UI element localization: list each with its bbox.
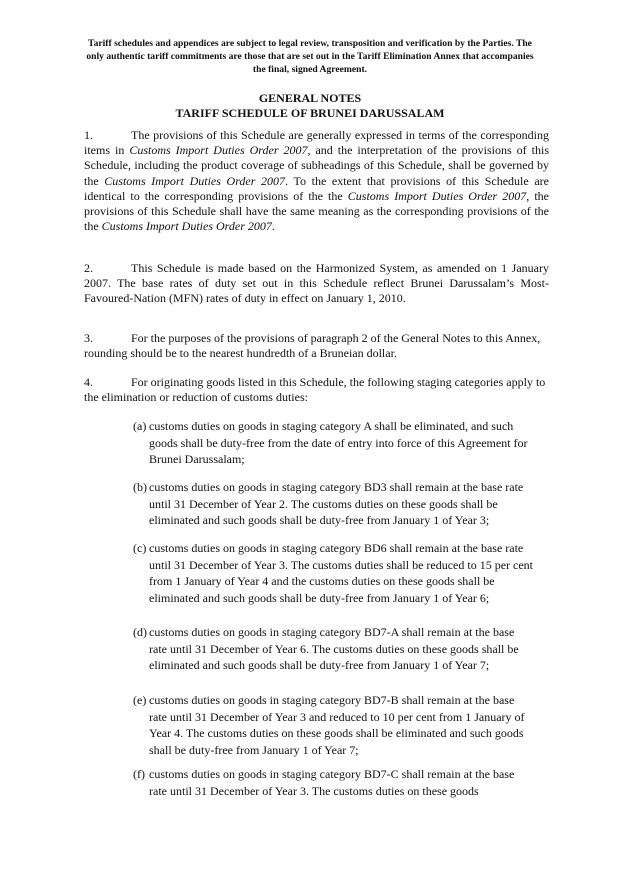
item-text: customs duties on goods in staging category BD7-C shall remain at the base rate until 31 December of Year 3. The customs duties on these goods bbox=[149, 767, 515, 798]
item-text: customs duties on goods in staging category BD7-B shall remain at the base rate until 31 December of Year 3 and reduced to 10 per cent from 1 January of Year 4. The customs duties on these goods shall be eliminated and such goods shall be duty-free from January 1 of Year 7; bbox=[149, 693, 525, 757]
paragraph-4 bbox=[84, 375, 549, 405]
item-text: customs duties on goods in staging category BD7-A shall remain at the base rate until 31 December of Year 6. The customs duties on these goods shall be eliminated and such goods shall be duty-free from January 1 of Year 7; bbox=[149, 625, 519, 673]
staging-item-e bbox=[133, 692, 533, 758]
item-label: (c) bbox=[133, 541, 147, 555]
item-label: (e) bbox=[133, 693, 147, 707]
item-label: (a) bbox=[133, 419, 147, 433]
paragraph-text: This Schedule is made based on the Harmonized System, as amended on 1 January 2007. The base rates of duty set out in this Schedule reflect Brunei Darussalam’s Most-Favoured-Nation (MFN) rates of duty in effect on January 1, 2010. bbox=[84, 261, 549, 306]
paragraph-text: The provisions of this Schedule are generally expressed in terms of the corresponding items in bbox=[84, 128, 549, 158]
title-tariff-schedule: TARIFF SCHEDULE OF BRUNEI DARUSSALAM bbox=[175, 106, 445, 120]
legal-disclaimer: Tariff schedules and appendices are subject to legal review, transposition and verification by the Parties. The only authentic tariff commitments are those that are set out in the Tariff Elimination Annex that accompanies the final, signed Agreement. bbox=[86, 38, 534, 75]
staging-item-d bbox=[133, 624, 533, 674]
paragraph-2 bbox=[84, 261, 549, 307]
order-reference: Customs Import Duties Order 2007 bbox=[101, 219, 272, 234]
paragraph-text: , and the interpretation of the provisions of this Schedule, including the product coverage of subheadings of this Schedule, shall be governed by the bbox=[84, 143, 549, 188]
paragraph-number: 4. bbox=[84, 375, 93, 389]
item-label: (d) bbox=[133, 625, 147, 639]
staging-item-f bbox=[133, 766, 533, 799]
item-label: (b) bbox=[133, 480, 147, 494]
item-text: customs duties on goods in staging category BD3 shall remain at the base rate until 31 December of Year 2. The customs duties on these goods shall be eliminated and such goods shall be duty-free from January 1 of Year 3; bbox=[149, 480, 524, 528]
paragraph-number: 2. bbox=[84, 261, 93, 275]
staging-item-b bbox=[133, 479, 533, 529]
paragraph-text: . bbox=[271, 219, 275, 234]
paragraph-text: . To the extent that provisions of this Schedule are identical to the corresponding provisions of the the bbox=[84, 173, 549, 203]
title-general-notes: GENERAL NOTES bbox=[258, 91, 362, 105]
paragraph-text: For originating goods listed in this Schedule, the following staging categories apply to the elimination or reduction of customs duties: bbox=[84, 375, 546, 405]
paragraph-3 bbox=[84, 331, 549, 361]
paragraph-text: For the purposes of the provisions of paragraph 2 of the General Notes to this Annex, rounding should be to the nearest hundredth of a Bruneian dollar. bbox=[84, 331, 541, 361]
document-titles bbox=[60, 91, 560, 121]
item-text: customs duties on goods in staging category BD6 shall remain at the base rate until 31 December of Year 3. The customs duties shall be reduced to 15 per cent from 1 January of Year 4 and the customs duties on these goods shall be eliminated and such goods shall be duty-free from January 1 of Year 6; bbox=[149, 541, 534, 605]
paragraph-1 bbox=[84, 128, 549, 234]
order-reference: Customs Import Duties Order 2007 bbox=[347, 188, 527, 203]
paragraph-number: 3. bbox=[84, 331, 93, 345]
staging-item-c bbox=[133, 540, 533, 606]
order-reference: Customs Import Duties Order 2007 bbox=[104, 173, 286, 188]
item-text: customs duties on goods in staging category A shall be eliminated, and such goods shall be duty-free from the date of entry into force of this Agreement for Brunei Darussalam; bbox=[149, 419, 528, 467]
staging-item-a bbox=[133, 418, 533, 468]
order-reference: Customs Import Duties Order 2007 bbox=[129, 143, 308, 158]
paragraph-text: , the provisions of this Schedule shall have the same meaning as the corresponding provisions of the the bbox=[84, 188, 549, 234]
item-label: (f) bbox=[133, 767, 145, 781]
paragraph-number: 1. bbox=[84, 128, 93, 142]
